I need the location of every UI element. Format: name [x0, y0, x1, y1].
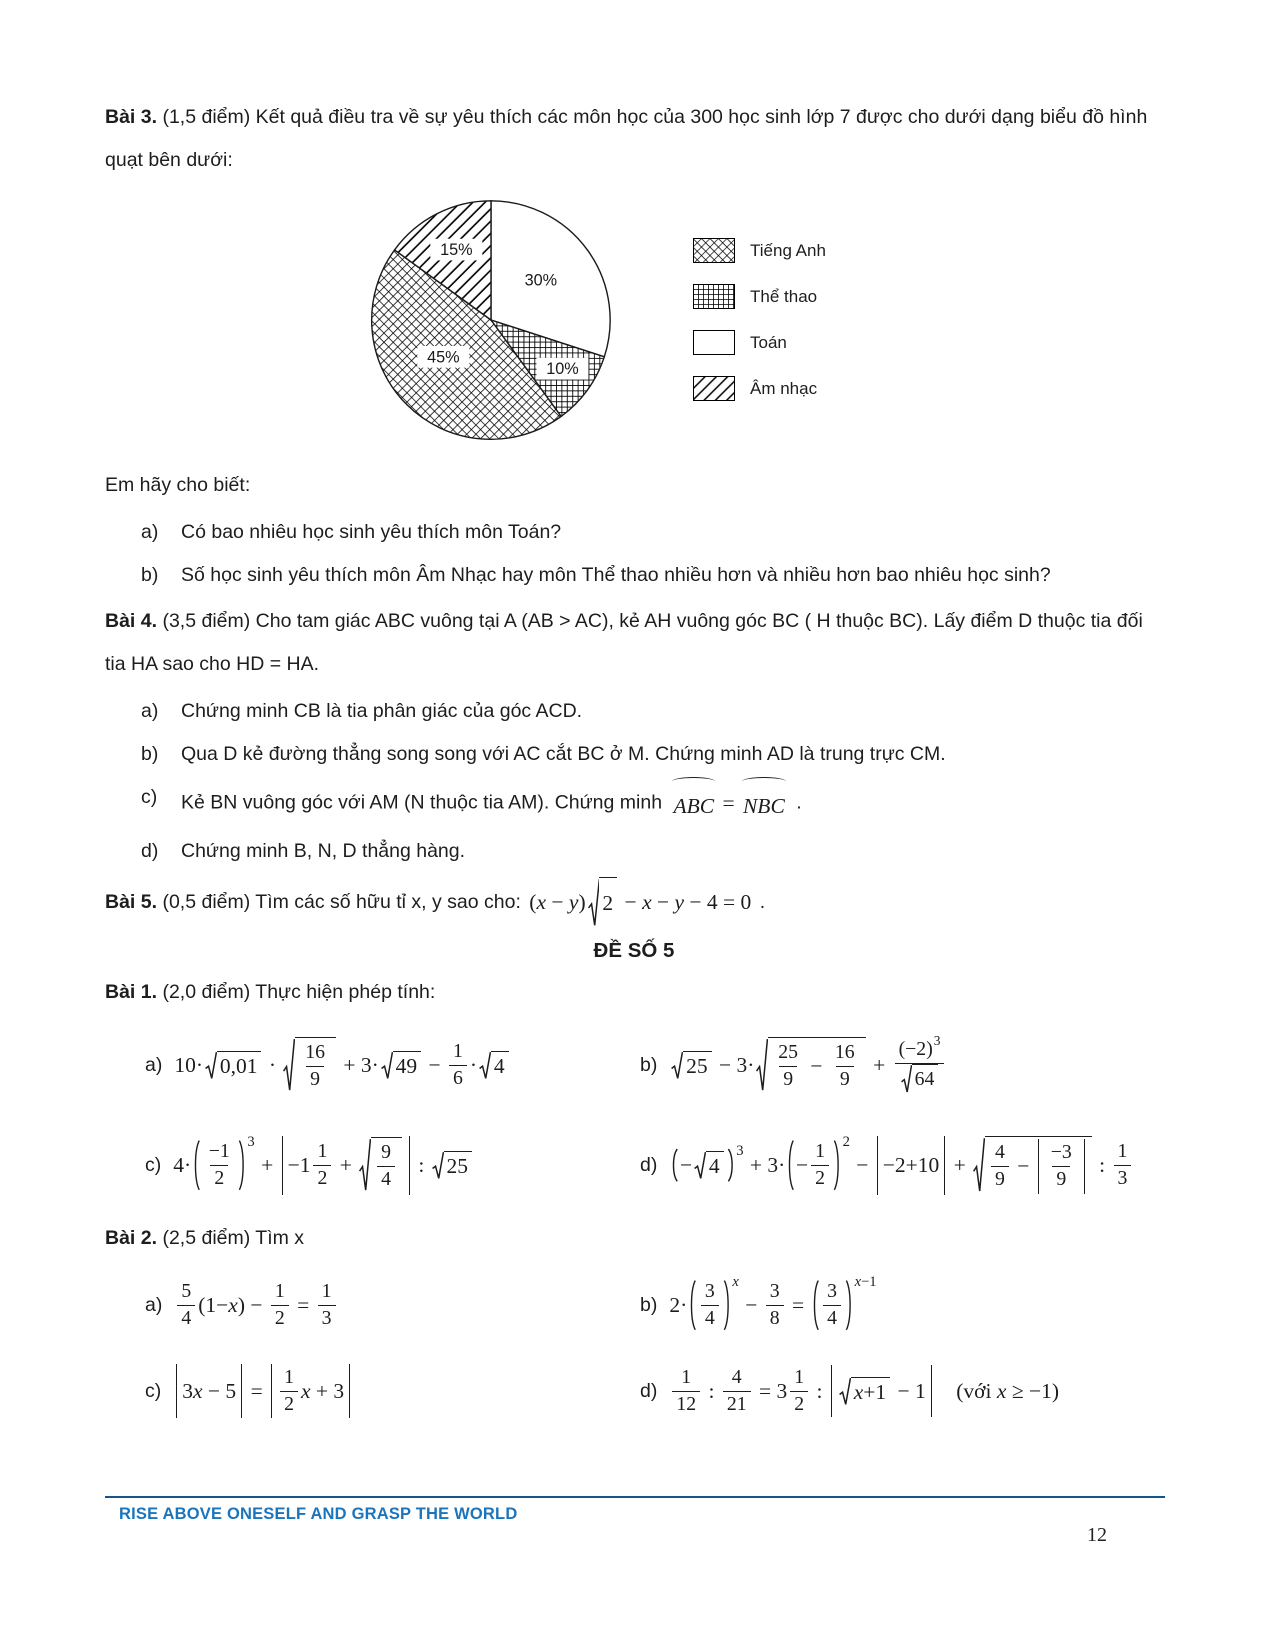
item-key: a) [141, 700, 159, 723]
page-number: 12 [1087, 1524, 1107, 1546]
bai3-prompt: Em hãy cho biết: [105, 473, 251, 496]
bai3-questions [141, 511, 1163, 597]
svg-text:10%: 10% [546, 359, 579, 378]
legend-swatch-stripes-icon [693, 376, 735, 401]
bai2-heading [105, 1217, 1163, 1260]
formula-1c: 4· $\frac{-1}{2}$ 3 + −1 $\frac{1}{2}$ + $\frac{9}{4}$ : 25 [173, 1136, 474, 1194]
formula-1d: − 4 3 + 3· − $\frac{1}{2}$ 2 − −2+10 + $\frac{4}{9}$ − $\frac{-3}{9}$ : $\frac{1}{3}$ [669, 1136, 1134, 1194]
formula-2b: 2· $\frac{3}{4}$ x − $\frac{3}{8}$ = $\frac{3}{4}$ x −1 [669, 1279, 877, 1331]
item-key: d) [141, 840, 159, 863]
bai3-intro: (1,5 điểm) Kết quả điều tra về sự yêu thích các môn học của 300 học sinh lớp 7 được cho dưới dạng biểu đồ hình quạt bên dưới: [105, 106, 1148, 171]
part-key: d) [640, 1379, 658, 1402]
bai3-label: Bài 3. [105, 106, 158, 128]
legend-label: Toán [750, 332, 787, 352]
item-text: Chứng minh CB là tia phân giác của góc ACD. [181, 700, 583, 723]
part-key: d) [640, 1153, 658, 1176]
part-key: c) [145, 1153, 162, 1176]
formula-cell-1a [105, 1017, 634, 1113]
bai2-label: Bài 2. [105, 1227, 158, 1250]
chart-legend [693, 238, 826, 401]
footer-motto: RISE ABOVE ONESELF AND GRASP THE WORLD [119, 1505, 518, 1523]
formula-cell-2a [105, 1264, 634, 1346]
svg-text:15%: 15% [440, 240, 473, 259]
part-key: a) [145, 1293, 163, 1316]
bai1-row-ab [105, 1017, 1163, 1113]
list-item-a [141, 511, 1163, 554]
pie-label-10 [537, 358, 589, 380]
list-item-b [141, 733, 1163, 776]
list-item-d [141, 830, 1163, 873]
bai4-label: Bài 4. [105, 610, 158, 633]
de-so-5-title: ĐỀ SỐ 5 [593, 938, 675, 962]
item-text: Số học sinh yêu thích môn Âm Nhạc hay môn Thể thao nhiều hơn và nhiều hơn bao nhiêu học sinh? [181, 563, 1051, 586]
formula-1a: 10· 0,01 · $\frac{16}{9}$ + 3· 49 − $\frac{1}{6}$ · 4 [174, 1037, 510, 1093]
bai3-heading [105, 96, 1163, 182]
formula-cell-2d [634, 1350, 1163, 1432]
list-item-c [141, 776, 1163, 830]
item-key: a) [141, 520, 159, 543]
formula-2d: $\frac{1}{12}$ : $\frac{4}{21}$ = 3 $\frac{1}{2}$ : x +1 − 1 (với x ≥ −1) [669, 1365, 1059, 1417]
bai5-formula: ( x − y ) 2 − x − y − 4 = 0 [529, 877, 751, 928]
item-key: c) [141, 786, 158, 809]
formula-cell-1d [634, 1117, 1163, 1213]
legend-swatch-white-icon [693, 330, 735, 355]
legend-swatch-grid-icon [693, 284, 735, 309]
item-text: Kẻ BN vuông góc với AM (N thuộc tia AM). Chứng minh ABC = NBC . [181, 776, 1163, 830]
svg-text:45%: 45% [427, 348, 460, 367]
formula-cell-1c [105, 1117, 634, 1213]
svg-text:30%: 30% [524, 271, 558, 290]
pie-label-45 [417, 346, 469, 368]
bai5-label: Bài 5. [105, 891, 158, 914]
part-key: c) [145, 1379, 162, 1402]
part-key: b) [640, 1293, 658, 1316]
pie-chart-figure [361, 190, 1163, 450]
item-text: Qua D kẻ đường thẳng song song với AC cắt BC ở M. Chứng minh AD là trung trực CM. [181, 743, 946, 766]
page-footer [105, 1496, 1165, 1524]
bai2-row-ab [105, 1264, 1163, 1346]
bai2-row-cd [105, 1350, 1163, 1432]
formula-2a: $\frac{5}{4}$ (1− x ) − $\frac{1}{2}$ = $\frac{1}{3}$ [174, 1279, 338, 1331]
item-text: Chứng minh B, N, D thẳng hàng. [181, 840, 466, 863]
legend-item-toan [693, 330, 826, 355]
item-key: b) [141, 743, 159, 766]
bai1-label: Bài 1. [105, 980, 158, 1003]
formula-2c: 3 x − 5 = $\frac{1}{2}$ x + 3 [173, 1364, 353, 1418]
legend-item-tieng-anh [693, 238, 826, 263]
bai5-heading: Bài 5. (0,5 điểm) Tìm các số hữu tỉ x, y sao cho: ( x − y ) 2 − x − y − 4 = 0 . [105, 877, 1163, 928]
formula-cell-1b [634, 1017, 1163, 1113]
angle-equality-formula: ABC = NBC [670, 776, 787, 830]
part-key: b) [640, 1053, 658, 1076]
pie-label-15 [430, 239, 482, 261]
bai5-intro: (0,5 điểm) Tìm các số hữu tỉ x, y sao cho: [157, 891, 527, 914]
footer-rule [105, 1496, 1165, 1498]
legend-label: Tiếng Anh [750, 240, 826, 260]
formula-cell-2b [634, 1264, 1163, 1346]
bai4-heading [105, 600, 1163, 686]
bai1-heading [105, 971, 1163, 1014]
bai4-intro: (3,5 điểm) Cho tam giác ABC vuông tại A (AB > AC), kẻ AH vuông góc BC ( H thuộc BC). Lấy điểm D thuộc tia đối tia HA sao cho HD = HA. [105, 610, 1143, 676]
formula-1b: 25 − 3· $\frac{25}{9}$ − $\frac{16}{9}$ + (−2) 3 64 [669, 1037, 948, 1093]
part-key: a) [145, 1053, 163, 1076]
legend-label: Thể thao [750, 286, 818, 306]
pie-chart [361, 190, 621, 450]
formula-cell-2c [105, 1350, 634, 1432]
legend-item-the-thao [693, 284, 826, 309]
item-text: Có bao nhiêu học sinh yêu thích môn Toán? [181, 520, 562, 543]
list-item-a [141, 690, 1163, 733]
item-key: b) [141, 563, 159, 586]
bai4-items [141, 690, 1163, 873]
legend-item-am-nhac [693, 376, 826, 401]
legend-label: Âm nhạc [750, 378, 818, 398]
bai2-intro: (2,5 điểm) Tìm x [157, 1227, 305, 1250]
list-item-b [141, 554, 1163, 597]
bai1-row-cd [105, 1117, 1163, 1213]
legend-swatch-diamond-icon [693, 238, 735, 263]
bai1-intro: (2,0 điểm) Thực hiện phép tính: [157, 980, 436, 1003]
pie-label-30 [525, 271, 558, 289]
